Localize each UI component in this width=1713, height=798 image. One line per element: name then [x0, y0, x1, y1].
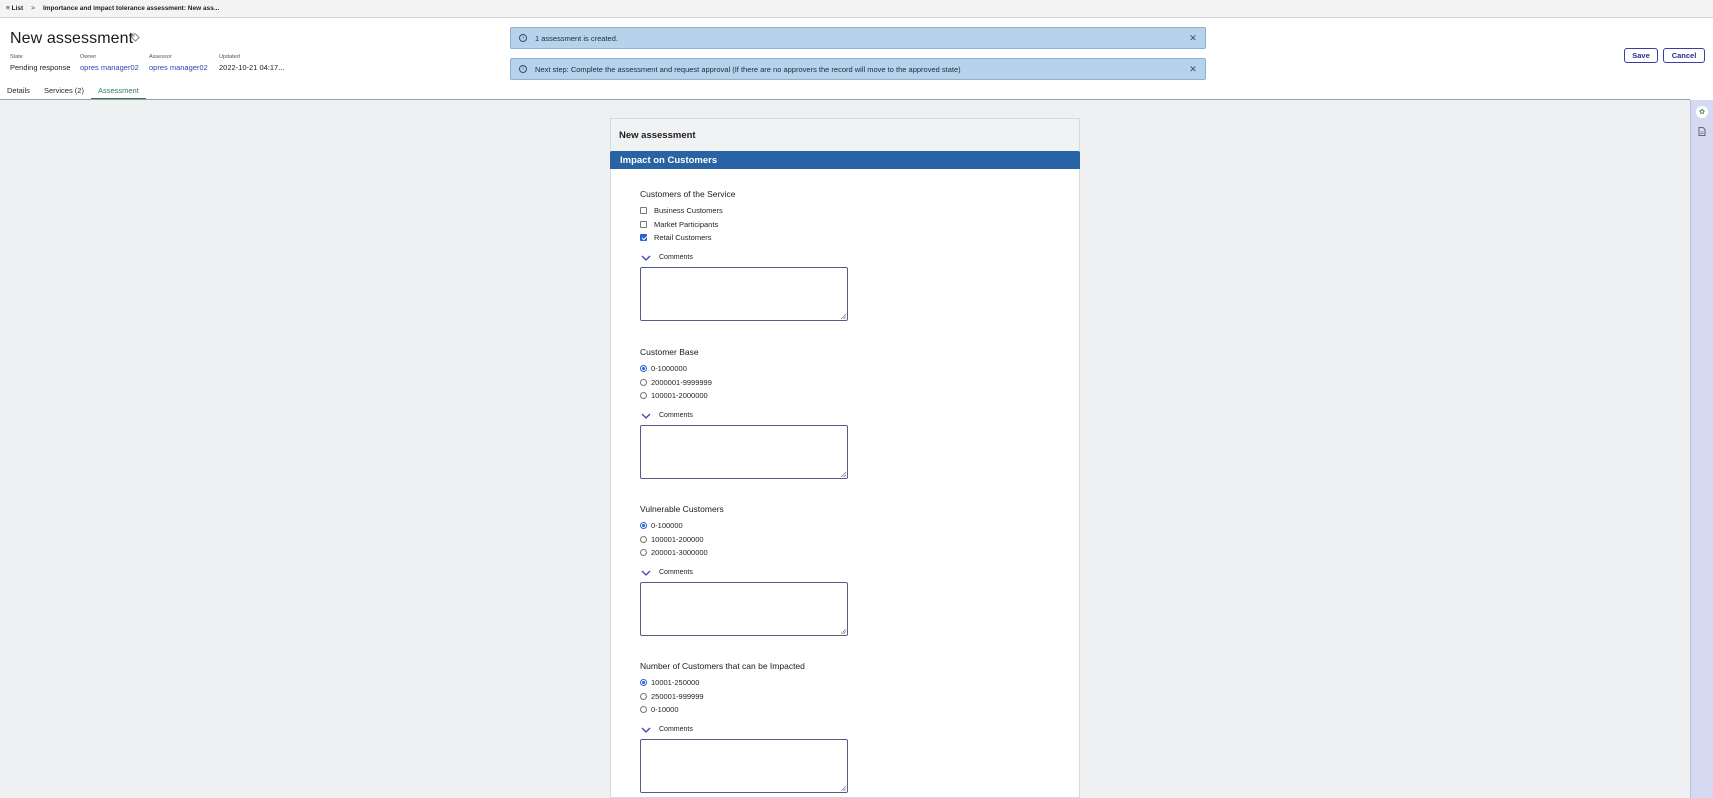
comments-toggle[interactable]: [640, 254, 1060, 262]
meta-state: [10, 54, 70, 72]
checkbox-option[interactable]: [640, 231, 1060, 245]
section-header: Impact on Customers: [610, 151, 1080, 169]
option-label: Business Customers: [654, 206, 723, 216]
tab-assessment[interactable]: Assessment: [91, 84, 146, 100]
checkbox-checked[interactable]: [640, 234, 647, 241]
meta-owner-link[interactable]: opres manager02: [80, 63, 139, 72]
comments-toggle[interactable]: [640, 569, 1060, 577]
cancel-button[interactable]: Cancel: [1663, 48, 1705, 63]
question-customer-base: [640, 347, 1060, 479]
radio-option[interactable]: [640, 676, 1060, 690]
meta-assessor: [149, 54, 208, 72]
option-label: 2000001-9999999: [651, 377, 712, 387]
chevron-down-icon: [640, 569, 652, 577]
form-heading: New assessment: [611, 119, 1079, 151]
page-title: New assessment: [10, 30, 134, 47]
radio-selected[interactable]: [640, 679, 647, 686]
info-icon: i: [519, 34, 527, 42]
radio-option[interactable]: [640, 376, 1060, 390]
radio[interactable]: [640, 392, 647, 399]
meta-updated-label: Updated: [219, 54, 240, 60]
breadcrumb-list-link[interactable]: ≡ List: [6, 5, 24, 12]
meta-state-label: State: [10, 54, 23, 60]
notification-next-step: [510, 58, 1206, 80]
option-label: 0-10000: [651, 705, 679, 715]
question-title: Number of Customers that can be Impacted: [640, 661, 805, 671]
comments-toggle[interactable]: [640, 726, 1060, 734]
notification-text: 1 assessment is created.: [535, 33, 618, 43]
save-button[interactable]: Save: [1624, 48, 1658, 63]
meta-updated: [219, 54, 284, 72]
close-icon[interactable]: ✕: [1189, 32, 1197, 43]
comments-toggle[interactable]: [640, 412, 1060, 420]
radio-option[interactable]: [640, 389, 1060, 403]
radio-option[interactable]: [640, 519, 1060, 533]
meta-owner-label: Owner: [80, 54, 97, 60]
info-icon: i: [519, 65, 527, 73]
checkbox-option[interactable]: [640, 218, 1060, 232]
notification-text: Next step: Complete the assessment and request approval (If there are no approvers the record will move to the approved state): [535, 64, 961, 74]
question-title: Customers of the Service: [640, 189, 736, 199]
tab-details[interactable]: Details: [7, 86, 30, 95]
option-label: 100001-200000: [651, 534, 704, 544]
radio[interactable]: [640, 693, 647, 700]
checkbox[interactable]: [640, 207, 647, 214]
document-icon[interactable]: [1696, 125, 1708, 137]
breadcrumb-separator: >: [31, 5, 35, 12]
question-title: Vulnerable Customers: [640, 504, 724, 514]
option-label: 250001-999999: [651, 691, 704, 701]
radio-option[interactable]: [640, 533, 1060, 547]
radio-option[interactable]: [640, 703, 1060, 717]
meta-owner: [80, 54, 139, 72]
comments-textarea[interactable]: [640, 582, 848, 636]
option-label: 10001-250000: [651, 678, 700, 688]
checkbox-option[interactable]: [640, 204, 1060, 218]
close-icon[interactable]: ✕: [1189, 63, 1197, 74]
option-label: 200001-3000000: [651, 548, 708, 558]
radio[interactable]: [640, 706, 647, 713]
radio[interactable]: [640, 549, 647, 556]
radio[interactable]: [640, 536, 647, 543]
notification-created: [510, 27, 1206, 49]
option-label: Market Participants: [654, 219, 719, 229]
chevron-down-icon: [640, 412, 652, 420]
radio-selected[interactable]: [640, 522, 647, 529]
comments-label: Comments: [659, 254, 693, 261]
question-title: Customer Base: [640, 347, 699, 357]
comments-textarea[interactable]: [640, 739, 848, 793]
meta-state-value: Pending response: [10, 63, 71, 72]
meta-assessor-link[interactable]: opres manager02: [149, 63, 208, 72]
meta-assessor-label: Assessor: [149, 54, 172, 60]
option-label: 0-100000: [651, 521, 683, 531]
radio-option[interactable]: [640, 690, 1060, 704]
chevron-down-icon: [640, 726, 652, 734]
radio-option[interactable]: [640, 546, 1060, 560]
comments-textarea[interactable]: [640, 425, 848, 479]
question-customers-impacted: [640, 661, 1060, 793]
question-vulnerable-customers: [640, 504, 1060, 636]
checkbox[interactable]: [640, 221, 647, 228]
option-label: 0-1000000: [651, 364, 687, 374]
question-customers-of-service: [640, 189, 1060, 321]
radio[interactable]: [640, 379, 647, 386]
breadcrumb-current: Importance and impact tolerance assessment: New ass...: [42, 5, 220, 12]
tag-icon[interactable]: [131, 33, 140, 42]
chevron-down-icon: [640, 254, 652, 262]
option-label: Retail Customers: [654, 233, 712, 243]
tab-services[interactable]: Services (2): [43, 86, 84, 95]
assessment-form: [610, 118, 1080, 798]
radio-selected[interactable]: [640, 365, 647, 372]
radio-option[interactable]: [640, 362, 1060, 376]
meta-updated-value: 2022-10-21 04:17...: [219, 63, 285, 72]
comments-textarea[interactable]: [640, 267, 848, 321]
comments-label: Comments: [659, 569, 693, 576]
option-label: 100001-2000000: [651, 391, 708, 401]
assist-icon[interactable]: ✿: [1696, 106, 1708, 118]
record-tabs: [0, 84, 146, 100]
comments-label: Comments: [659, 726, 693, 733]
right-sidebar: [1690, 100, 1713, 798]
breadcrumb: [0, 0, 1713, 18]
comments-label: Comments: [659, 412, 693, 419]
